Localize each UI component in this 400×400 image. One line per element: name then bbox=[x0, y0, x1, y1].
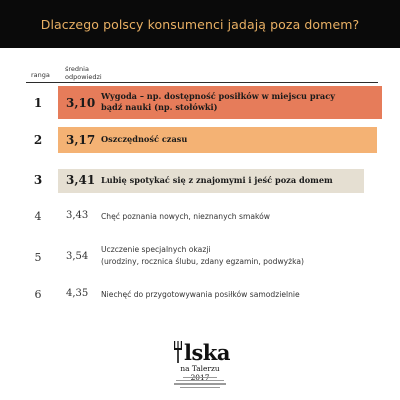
row-score: 3,43 bbox=[66, 210, 89, 221]
table-row bbox=[0, 127, 400, 153]
brand-logo bbox=[170, 340, 230, 396]
row-rank: 4 bbox=[34, 210, 42, 223]
column-header-average-line2: odpowiedzi bbox=[65, 73, 102, 81]
row-label-line: Uczczenie specjalnych okazji bbox=[101, 245, 211, 254]
logo-subtitle: na Talerzu bbox=[180, 364, 220, 373]
header-rule bbox=[26, 82, 378, 83]
row-label bbox=[101, 211, 270, 223]
row-label-line: Wygoda – np. dostępność posiłków w miejscu pracy bbox=[101, 91, 335, 101]
logo-fine-print bbox=[172, 375, 228, 389]
table-row bbox=[0, 169, 400, 193]
table-row bbox=[0, 284, 400, 304]
logo-wordmark: lska bbox=[184, 340, 230, 365]
row-label bbox=[101, 289, 300, 301]
row-label-line: Lubię spotykać się z znajomymi i jeść poza domem bbox=[101, 175, 333, 185]
row-score: 3,10 bbox=[66, 96, 96, 110]
row-label bbox=[101, 175, 333, 186]
column-header-average-line1: średnia bbox=[65, 65, 89, 73]
page-title: Dlaczego polscy konsumenci jadają poza domem? bbox=[40, 17, 360, 32]
row-label-line: Niechęć do przygotowywania posiłków samodzielnie bbox=[101, 290, 300, 299]
row-rank: 6 bbox=[34, 288, 42, 301]
row-rank: 1 bbox=[33, 96, 43, 110]
row-rank: 2 bbox=[33, 133, 43, 147]
fork-icon bbox=[173, 341, 183, 363]
row-label-line: Oszczędność czasu bbox=[101, 134, 188, 144]
row-label bbox=[101, 244, 304, 268]
table-row bbox=[0, 206, 400, 226]
row-label bbox=[101, 134, 187, 145]
row-label-line: (urodziny, rocznica ślubu, zdany egzamin, podwyżka) bbox=[101, 257, 305, 266]
row-score: 3,17 bbox=[66, 133, 96, 147]
row-score: 3,54 bbox=[66, 251, 89, 262]
row-rank: 3 bbox=[33, 173, 43, 187]
column-header-average bbox=[65, 65, 102, 81]
row-score: 3,41 bbox=[66, 173, 96, 187]
header-bar bbox=[0, 0, 400, 48]
table-row bbox=[0, 86, 400, 119]
row-label-line: Chęć poznania nowych, nieznanych smaków bbox=[101, 212, 271, 221]
column-header-rank: ranga bbox=[31, 71, 50, 79]
table-row bbox=[0, 241, 400, 275]
row-rank: 5 bbox=[34, 251, 42, 264]
row-label-line: bądź nauki (np. stołówki) bbox=[101, 102, 218, 112]
row-label bbox=[101, 91, 335, 113]
row-score: 4,35 bbox=[66, 288, 89, 299]
